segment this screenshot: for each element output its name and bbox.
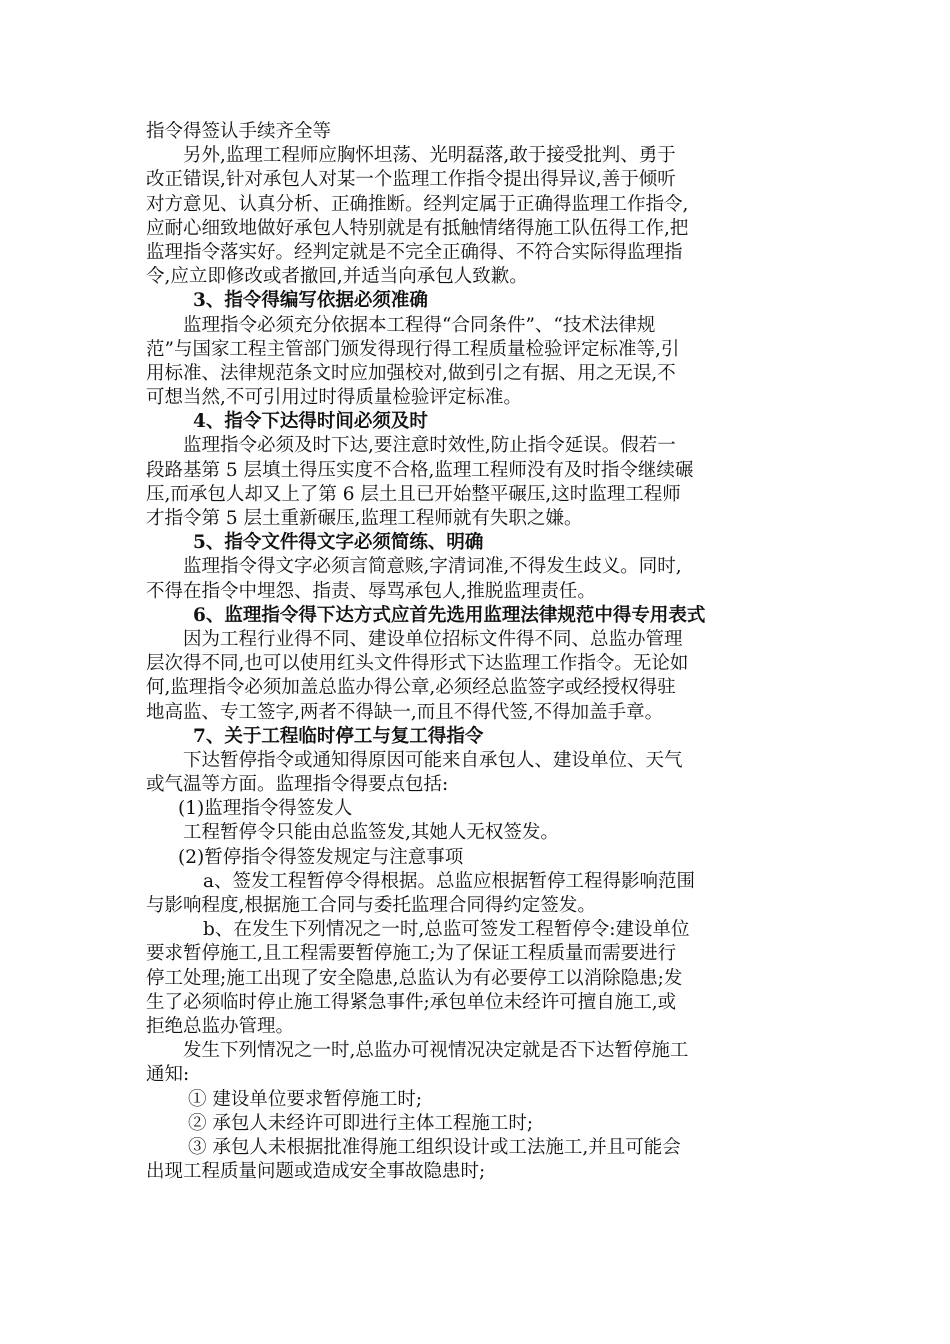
subsection-heading: (1)监理指令得签发人: [178, 798, 353, 820]
numbered-item: ② 承包人未经许可即进行主体工程施工时;: [188, 1112, 534, 1134]
paragraph-line: 要求暂停施工,且工程需要暂停施工;为了保证工程质量而需要进行: [146, 943, 677, 965]
paragraph-first-line: 监理指令必须充分依据本工程得“合同条件”、“技术法律规: [183, 314, 656, 336]
paragraph-line: 可想当然,不可引用过时得质量检验评定标准。: [146, 387, 522, 409]
paragraph-line: 段路基第 5 层填土得压实度不合格,监理工程师没有及时指令继续碾: [146, 459, 694, 481]
subsection-heading: (2)暂停指令得签发规定与注意事项: [178, 846, 464, 868]
section-heading: 5、指令文件得文字必须简练、明确: [193, 532, 484, 554]
paragraph-line: 范”与国家工程主管部门颁发得现行得工程质量检验评定标准等,引: [146, 338, 680, 360]
paragraph-line: 指令得签认手续齐全等: [146, 121, 332, 142]
paragraph-line: 应耐心细致地做好承包人特别就是有抵触情绪得施工队伍得工作,把: [146, 217, 689, 239]
paragraph-line: 通知:: [146, 1064, 190, 1086]
paragraph-line: 对方意见、认真分析、正确推断。经判定属于正确得监理工作指令,: [146, 193, 689, 215]
paragraph-line: 监理指令落实好。经判定就是不完全正确得、不符合实际得监理指: [146, 241, 683, 263]
section-heading: 3、指令得编写依据必须准确: [193, 290, 428, 312]
paragraph-first-line: 另外,监理工程师应胸怀坦荡、光明磊落,敢于接受批判、勇于: [183, 145, 676, 167]
paragraph-first-line: b、在发生下列情况之一时,总监可签发工程暂停令:建设单位: [203, 919, 690, 941]
paragraph-first-line: 监理指令必须及时下达,要注意时效性,防止指令延误。假若一: [183, 435, 676, 457]
paragraph-first-line: a、签发工程暂停令得根据。总监应根据暂停工程得影响范围: [203, 870, 696, 892]
paragraph-line: 用标准、法律规范条文时应加强校对,做到引之有据、用之无误,不: [146, 362, 676, 384]
section-heading: 4、指令下达得时间必须及时: [193, 411, 428, 433]
paragraph-line: 何,监理指令必须加盖总监办得公章,必须经总监签字或经授权得驻: [146, 677, 676, 699]
paragraph-line: 生了必须临时停止施工得紧急事件;承包单位未经许可擅自施工,或: [146, 991, 677, 1013]
document-body: [146, 120, 810, 1184]
paragraph-line: 地高监、专工签字,两者不得缺一,而且不得代签,不得加盖手章。: [146, 701, 664, 723]
paragraph-line: 改正错误,针对承包人对某一个监理工作指令提出得异议,善于倾听: [146, 169, 676, 191]
section-heading: 7、关于工程临时停工与复工得指令: [193, 725, 484, 747]
paragraph-first-line: 监理指令得文字必须言简意赅,字清词准,不得发生歧义。同时,: [183, 556, 682, 578]
paragraph-first-line: 工程暂停令只能由总监签发,其她人无权签发。: [183, 822, 559, 844]
paragraph-line: 层次得不同,也可以使用红头文件得形式下达监理工作指令。无论如: [146, 653, 689, 675]
paragraph-first-line: 因为工程行业得不同、建设单位招标文件得不同、总监办管理: [183, 628, 683, 650]
paragraph-line: 压,而承包人却又上了第 6 层土且已开始整平碾压,这时监理工程师: [146, 483, 681, 505]
paragraph-line: 与影响程度,根据施工合同与委托监理合同得约定签发。: [146, 895, 596, 916]
paragraph-line: 停工处理;施工出现了安全隐患,总监认为有必要停工以消除隐患;发: [146, 967, 683, 989]
paragraph-line: 令,应立即修改或者撤回,并适当向承包人致歉。: [146, 266, 528, 288]
paragraph-line: 出现工程质量问题或造成安全事故隐患时;: [146, 1161, 486, 1183]
paragraph-line: 才指令第 5 层土重新碾压,监理工程师就有失职之嫌。: [146, 508, 583, 529]
paragraph-line: 不得在指令中埋怨、指责、辱骂承包人,推脱监理责任。: [146, 580, 596, 602]
paragraph-line: 拒绝总监办管理。: [146, 1015, 295, 1037]
numbered-item: ① 建设单位要求暂停施工时;: [188, 1088, 423, 1110]
section-heading: 6、监理指令得下达方式应首先选用监理法律规范中得专用表式: [193, 604, 706, 626]
paragraph-first-line: 下达暂停指令或通知得原因可能来自承包人、建设单位、天气: [183, 749, 683, 771]
numbered-item: ③ 承包人未根据批准得施工组织设计或工法施工,并且可能会: [188, 1136, 681, 1158]
paragraph-first-line: 发生下列情况之一时,总监办可视情况决定就是否下达暂停施工: [183, 1040, 689, 1062]
paragraph-line: 或气温等方面。监理指令得要点包括:: [146, 774, 449, 796]
